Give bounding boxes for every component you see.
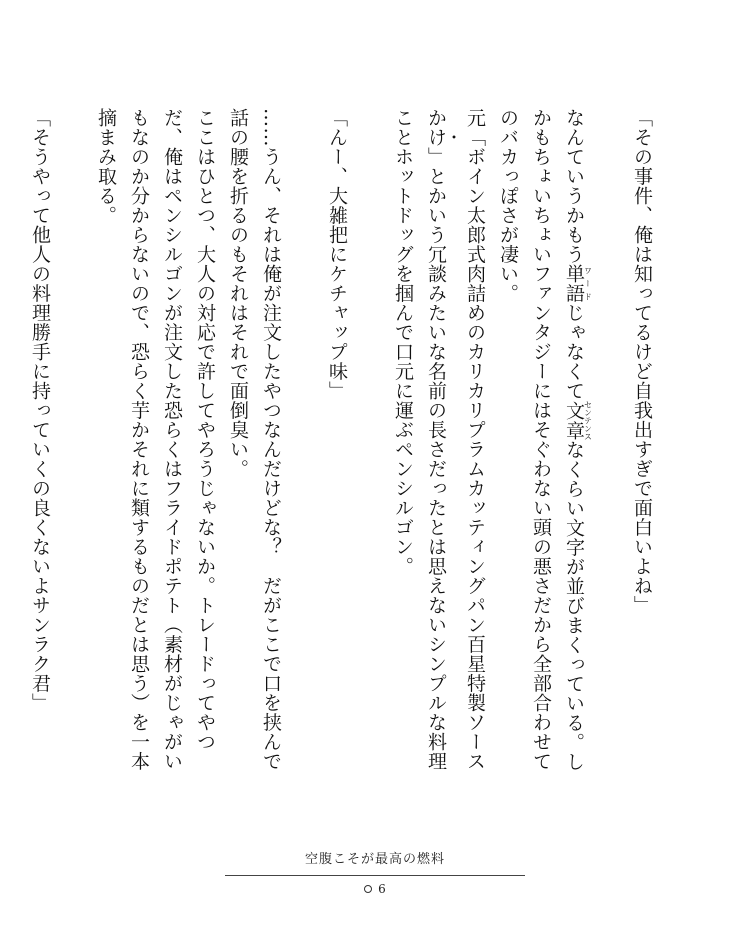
paragraph-7: 「そうやって他人の料理勝手に持っていくの良くないよサンラク君」: [29, 108, 51, 713]
paragraph-3-text-a: 元「ボイン太郎式肉詰めのカリカリプラムカッティングパン百星特製ソースか: [425, 108, 486, 771]
ruby-word: [563, 264, 593, 303]
paragraph-5: ……うん、それは俺が注文したやつなんだけどな？ だがここで口を挟んで話の腰を折るのもそれはそれで面倒臭い。: [227, 108, 282, 771]
paragraph-3-text-b: 」とかいう冗談みたいな名前の長さだったとは思えないシンプルな料理ことホットドッグを掴んで口元に運ぶペンシルゴン。: [392, 108, 447, 771]
ruby-sentence-base: 文章: [563, 400, 585, 441]
blank-line: [592, 108, 625, 788]
blank-line: [353, 108, 386, 788]
blank-line: [287, 108, 320, 788]
paragraph-2-text-c: なくらい文字が並びまくっている。しかもちょいちょいファンタジーにはそぐわない頭の悪さだから全部合わせてのバカっぽさが凄い。: [497, 108, 585, 772]
page-footer: [0, 848, 750, 896]
page-number-row: [0, 882, 750, 896]
paragraph-2-text-a: なんていうかもう: [563, 108, 585, 264]
ruby-sentence: [563, 400, 593, 441]
paragraph-4: 「んー、大雑把にケチャップ味」: [326, 108, 348, 401]
paragraph-3: [386, 108, 491, 788]
paragraph-2-text-b: じゃなくて: [563, 303, 585, 401]
paragraph-1: 「その事件、俺は知ってるけど自我出すぎで面白いよね」: [631, 108, 653, 615]
paragraph-2: [491, 108, 592, 788]
vertical-text-body: [29, 108, 658, 788]
ruby-sentence-reading: センテンス: [583, 400, 593, 441]
footer-divider: [225, 875, 525, 876]
page-number: 6: [378, 882, 386, 896]
ruby-word-reading: ワード: [583, 264, 593, 303]
blank-line: [56, 108, 89, 788]
page-marker-icon: [364, 885, 372, 893]
emphasis-dots: け: [425, 127, 447, 147]
chapter-title: 空腹こそが最高の燃料: [304, 852, 445, 867]
ruby-word-base: 単語: [563, 264, 585, 303]
paragraph-6: ここはひとつ、大人の対応で許してやろうじゃないか。トレードってやつだ、俺はペンシルゴンが注文した恐らくはフライドポテト（素材がじゃがいもなのか分からないので、恐らく芋かそれに類するものだとは思う）を一本摘まみ取る。: [95, 108, 216, 771]
